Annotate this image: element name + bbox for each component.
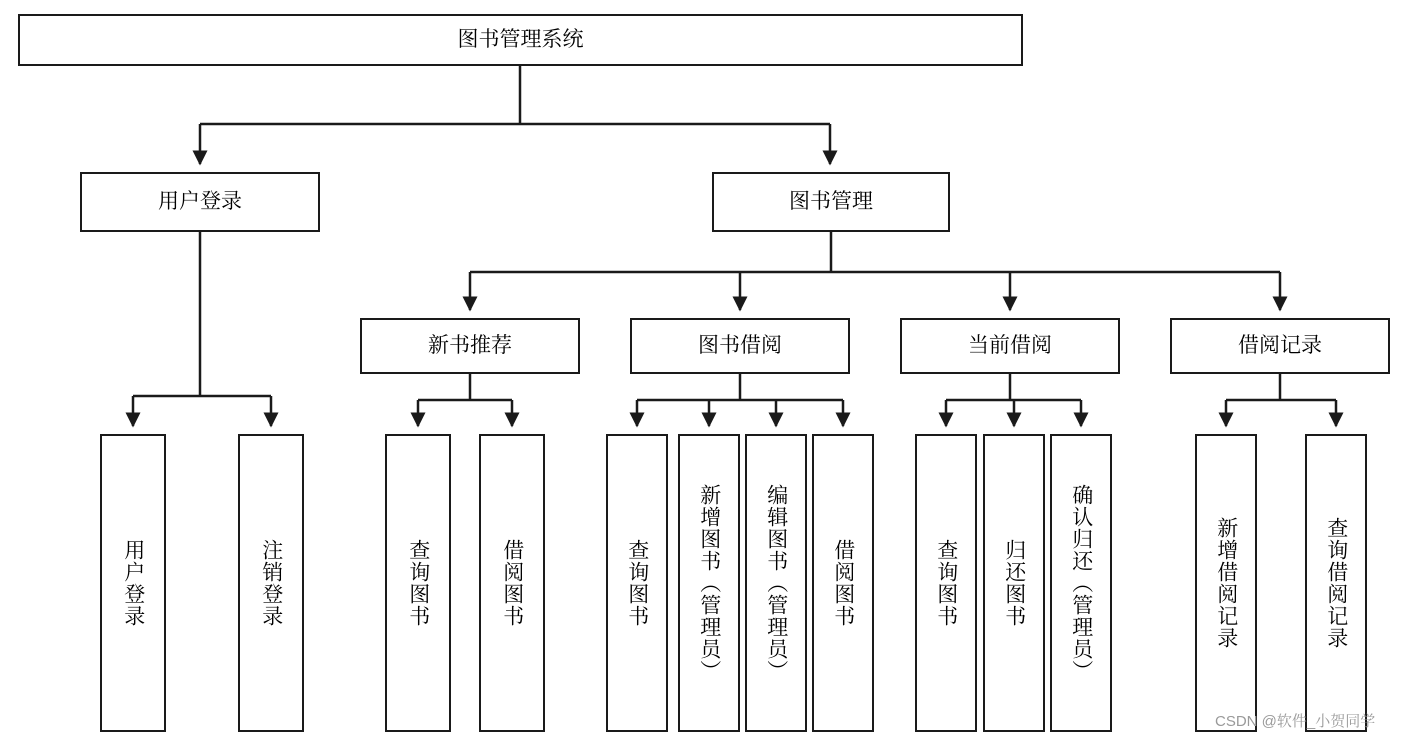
node-borrow-query[interactable] xyxy=(606,434,668,732)
node-label: 新书推荐 xyxy=(428,334,512,358)
node-login-user-login[interactable] xyxy=(100,434,166,732)
node-new-book-recommend[interactable] xyxy=(360,318,580,374)
node-label: 查询借阅记录 xyxy=(1324,517,1348,649)
node-records-query[interactable] xyxy=(1305,434,1367,732)
node-label: 归还图书 xyxy=(1002,539,1026,627)
node-borrow-borrow-book[interactable] xyxy=(812,434,874,732)
node-book-borrow[interactable] xyxy=(630,318,850,374)
node-label: 图书管理 xyxy=(789,190,873,214)
node-borrow-edit-book-admin[interactable] xyxy=(745,434,807,732)
node-label: 用户登录 xyxy=(158,190,242,214)
node-root[interactable] xyxy=(18,14,1023,66)
watermark: CSDN @软件_小贺同学 xyxy=(1215,713,1376,730)
node-newbook-borrow[interactable] xyxy=(479,434,545,732)
node-book-management[interactable] xyxy=(712,172,950,232)
node-label: 编辑图书（管理员） xyxy=(764,484,788,682)
node-label: 图书管理系统 xyxy=(457,28,584,52)
node-label: 图书借阅 xyxy=(698,334,782,358)
node-current-return-book[interactable] xyxy=(983,434,1045,732)
node-borrow-add-book-admin[interactable] xyxy=(678,434,740,732)
node-current-query[interactable] xyxy=(915,434,977,732)
node-label: 借阅记录 xyxy=(1238,334,1322,358)
node-records-add[interactable] xyxy=(1195,434,1257,732)
node-label: 查询图书 xyxy=(625,539,649,627)
node-newbook-query[interactable] xyxy=(385,434,451,732)
node-label: 新增图书（管理员） xyxy=(697,484,721,682)
node-label: 确认归还（管理员） xyxy=(1069,484,1093,682)
node-label: 当前借阅 xyxy=(968,334,1052,358)
node-borrow-records[interactable] xyxy=(1170,318,1390,374)
node-current-borrow[interactable] xyxy=(900,318,1120,374)
node-label: 借阅图书 xyxy=(500,539,524,627)
node-user-login[interactable] xyxy=(80,172,320,232)
node-label: 借阅图书 xyxy=(831,539,855,627)
node-label: 用户登录 xyxy=(121,539,145,627)
node-current-confirm-return-admin[interactable] xyxy=(1050,434,1112,732)
node-label: 查询图书 xyxy=(934,539,958,627)
node-label: 新增借阅记录 xyxy=(1214,517,1238,649)
node-label: 注销登录 xyxy=(259,539,283,627)
node-label: 查询图书 xyxy=(406,539,430,627)
node-login-logout[interactable] xyxy=(238,434,304,732)
